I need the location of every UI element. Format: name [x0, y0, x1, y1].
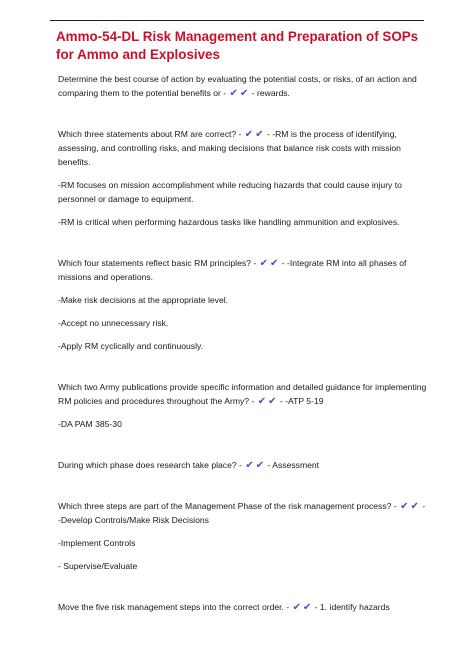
- checkmark-icon: ✔: [269, 258, 279, 269]
- answer-text: - -Develop Controls/Make Risk Decisions: [58, 501, 426, 525]
- answer-text: - -RM is the process of identifying, assessing, and controlling risks, and making decisions that balance risk costs with mission benefits.: [58, 129, 401, 167]
- answer-line: -RM focuses on mission accomplishment while reducing hazards that could cause injury to personnel or damage to equipment.: [58, 180, 402, 204]
- checkmark-icon: ✔: [255, 460, 265, 471]
- checkmark-icon: ✔: [239, 88, 249, 99]
- document-title: Ammo-54-DL Risk Management and Preparation of SOPs for Ammo and Explosives: [56, 29, 419, 62]
- checkmark-icon: ✔: [259, 258, 268, 269]
- answer-line: -Apply RM cyclically and continuously.: [58, 341, 204, 351]
- answer-line: - Supervise/Evaluate: [58, 561, 138, 571]
- question-text: During which phase does research take place? -: [58, 460, 245, 470]
- checkmark-icon: ✔: [400, 501, 409, 512]
- answer-text: - -Integrate RM into all phases of missions and operations.: [58, 258, 407, 282]
- answer-line: -DA PAM 385-30: [58, 419, 122, 429]
- question-text: Which four statements reflect basic RM principles? -: [58, 258, 259, 268]
- answer-line: -Implement Controls: [58, 538, 136, 548]
- checkmark-icon: ✔: [268, 396, 277, 407]
- checkmark-icon: ✔: [229, 88, 238, 99]
- answer-line: -Accept no unnecessary risk.: [58, 318, 169, 328]
- checkmark-icon: ✔: [410, 501, 419, 512]
- answer-line: -Make risk decisions at the appropriate level.: [58, 295, 229, 305]
- question-text: Which three statements about RM are correct? -: [58, 129, 244, 139]
- qa-item: [58, 600, 430, 614]
- checkmark-icon: ✔: [255, 129, 264, 140]
- checkmark-icon: ✔: [257, 396, 267, 407]
- top-divider: [50, 20, 424, 21]
- qa-item: [58, 72, 430, 100]
- answer-text: - rewards.: [249, 88, 290, 98]
- document-body: [58, 72, 430, 623]
- answer-text: - -ATP 5-19: [277, 396, 324, 406]
- qa-item: [58, 127, 430, 169]
- checkmark-icon: ✔: [302, 602, 312, 613]
- qa-item: [58, 256, 430, 284]
- question-text: Determine the best course of action by evaluating the potential costs, or risks, of an action and comparing them to the potential benefits or -: [58, 74, 417, 98]
- question-text: Which two Army publications provide specific information and detailed guidance for implementing RM policies and procedures throughout the Army? -: [58, 382, 427, 406]
- qa-item: [58, 499, 430, 527]
- checkmark-icon: ✔: [245, 460, 254, 471]
- checkmark-icon: ✔: [292, 602, 301, 613]
- checkmark-icon: ✔: [244, 129, 254, 140]
- qa-item: [58, 380, 430, 408]
- question-text: Which three steps are part of the Management Phase of the risk management process? -: [58, 501, 400, 511]
- answer-text: - 1. identify hazards: [312, 602, 390, 612]
- qa-item: [58, 458, 430, 472]
- answer-line: -RM is critical when performing hazardous tasks like handling ammunition and explosives.: [58, 217, 400, 227]
- answer-text: - Assessment: [265, 460, 320, 470]
- question-text: Move the five risk management steps into the correct order. -: [58, 602, 292, 612]
